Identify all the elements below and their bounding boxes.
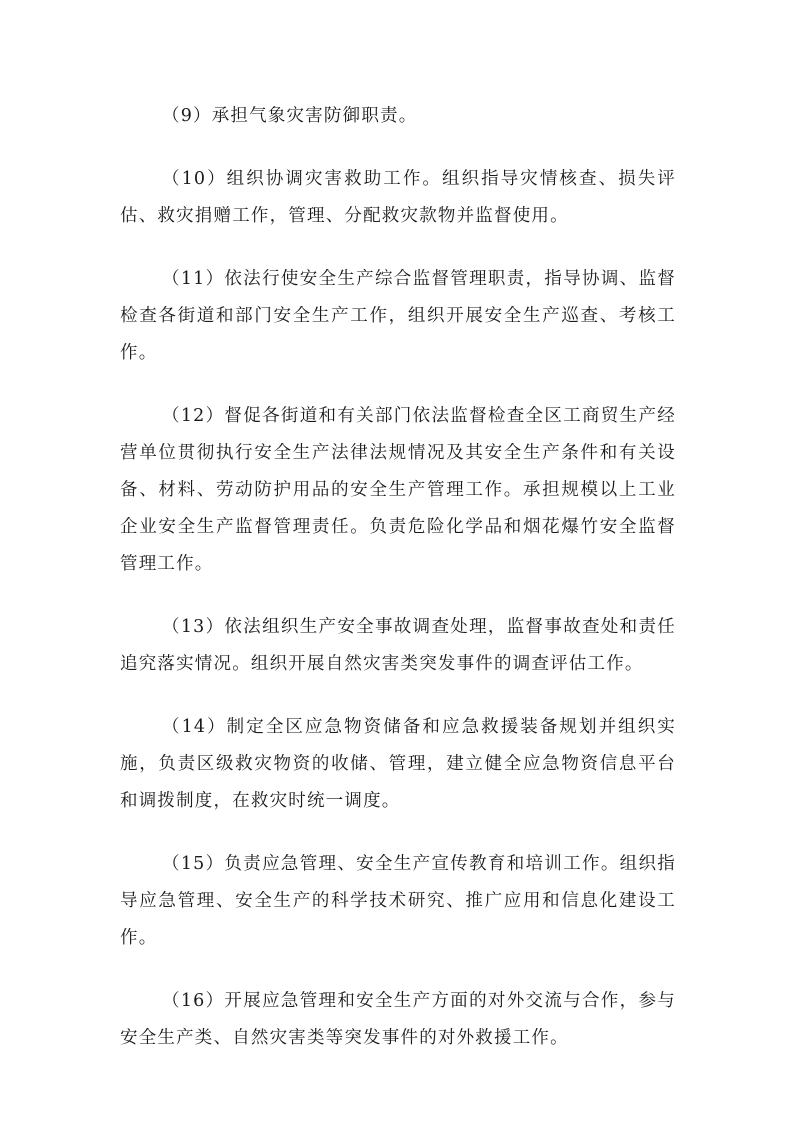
paragraph-16: （16）开展应急管理和安全生产方面的对外交流与合作，参与安全生产类、自然灾害类等突发事件的对外救援工作。 [120, 991, 676, 1048]
paragraph-11: （11）依法行使安全生产综合监督管理职责，指导协调、监督检查各街道和部门安全生产工作，组织开展安全生产巡查、考核工作。 [120, 269, 676, 363]
paragraph-13: （13）依法组织生产安全事故调查处理，监督事故查处和责任追究落实情况。组织开展自然灾害类突发事件的调查评估工作。 [120, 617, 676, 674]
paragraph-9: （9）承担气象灾害防御职责。 [162, 106, 418, 126]
paragraph-12: （12）督促各街道和有关部门依法监督检查全区工商贸生产经营单位贯彻执行安全生产法律法规情况及其安全生产条件和有关设备、材料、劳动防护用品的安全生产管理工作。承担规模以上工业企业安全生产监督管理责任。负责危险化学品和烟花爆竹安全监督管理工作。 [120, 406, 676, 574]
paragraph-14: （14）制定全区应急物资储备和应急救援装备规划并组织实施，负责区级救灾物资的收储、管理，建立健全应急物资信息平台和调拨制度，在救灾时统一调度。 [120, 717, 676, 811]
paragraph-10: （10）组织协调灾害救助工作。组织指导灾情核查、损失评估、救灾捐赠工作，管理、分配救灾款物并监督使用。 [120, 169, 676, 226]
paragraph-15: （15）负责应急管理、安全生产宣传教育和培训工作。组织指导应急管理、安全生产的科学技术研究、推广应用和信息化建设工作。 [120, 854, 676, 948]
document-body [120, 98, 676, 1083]
